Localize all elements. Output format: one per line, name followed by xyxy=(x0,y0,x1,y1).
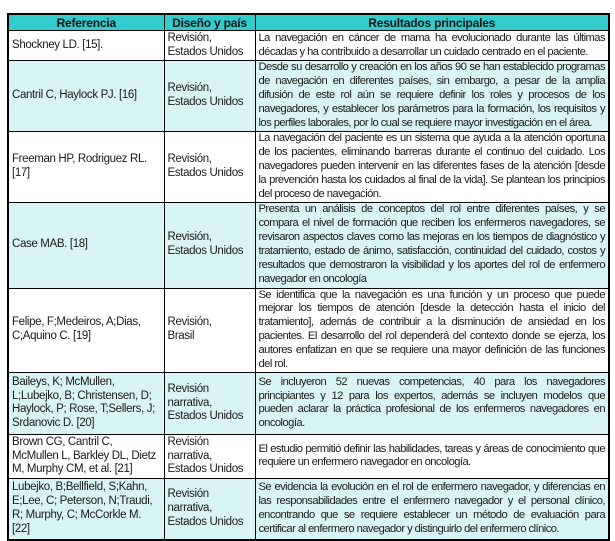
table-row xyxy=(8,434,609,478)
header-diseno-pais: Diseño y país xyxy=(164,14,255,31)
reference-text: Case MAB. [18] xyxy=(12,238,88,251)
cell-diseno-pais xyxy=(164,372,255,434)
cell-resultados: Presenta un análisis de conceptos del rol entre diferentes países, y se compara el nivel de formación que reciben los enfermeros navegadores, se revisaron aspectos claves como las mejoras en los tiempos de diagnóstico y tratamiento, estado de ánimo, satisfacción, continuidad del cuidado, costos y resultados que demostraron la visibilidad y los aportes del rol de enfermero navegador en oncología xyxy=(255,202,609,288)
cell-referencia xyxy=(8,434,164,478)
cell-diseno-pais xyxy=(164,132,255,203)
table-row xyxy=(8,31,609,61)
header-referencia: Referencia xyxy=(8,14,164,31)
cell-resultados: La navegación en cáncer de mama ha evolucionado durante las últimas décadas y ha contribuido a desarrollar un cuidado centrado en el paciente. xyxy=(255,31,609,61)
reference-text: Freeman HP, Rodriguez RL. [17] xyxy=(12,152,147,179)
cell-diseno-pais xyxy=(164,288,255,372)
reference-text: Felipe, F;Medeiros, A;Dias, C;Aquino C. [19] xyxy=(12,316,141,343)
cell-referencia xyxy=(8,478,164,540)
design-country-line: Revisión xyxy=(167,382,209,395)
table-row xyxy=(8,202,609,288)
reference-text: Cantril C, Haylock PJ. [16] xyxy=(12,89,137,102)
design-country-line: Revisión, xyxy=(167,231,212,244)
cell-diseno-pais xyxy=(164,61,255,132)
design-country-line: narrativa, xyxy=(167,396,212,409)
table-row xyxy=(8,132,609,203)
table-row xyxy=(8,288,609,372)
reference-text: Lubejko, B;Bellfield, S;Kahn, E;Lee, C; Peterson, N;Traudi, R; Murphy, C; McCorkle M. [22] xyxy=(12,481,153,536)
design-country-line: Estados Unidos xyxy=(167,96,244,108)
cell-resultados: Se incluyeron 52 nuevas competencias, 40 para los navegadores principiantes y 12 para los expertos, además se incluyen modelos que pueden aclarar la práctica profesional de los enfermeros navegadores en oncología. xyxy=(255,372,609,434)
design-country-line: Estados Unidos xyxy=(167,516,244,529)
cell-referencia xyxy=(8,31,164,61)
reference-text: Baileys, K; McMullen, L;Lubejko, B; Christensen, D; Haylock, P; Rose, T;Sellers, J; Srdanovic D. [20] xyxy=(12,375,155,430)
cell-resultados: Se evidencia la evolución en el rol de enfermero navegador, y diferencias en las responsabilidades entre el enfermero navegador y el personal clínico, encontrando que se requiere establecer un método de evaluación para certificar al enfermero navegador y distinguirlo del enfermero clínico. xyxy=(255,478,609,540)
design-country-line: Revisión, xyxy=(167,316,212,329)
design-country-line: Revisión xyxy=(167,435,209,448)
design-country-line: narrativa, xyxy=(167,502,212,515)
design-country-line: Estados Unidos xyxy=(167,410,244,423)
design-country-line: Estados Unidos xyxy=(167,166,244,179)
references-table xyxy=(7,13,610,541)
design-country-line: Revisión, xyxy=(167,31,212,44)
header-row xyxy=(8,14,609,31)
design-country-line: Revisión xyxy=(167,488,209,501)
cell-referencia xyxy=(8,288,164,372)
cell-referencia xyxy=(8,202,164,288)
design-country-line: Estados Unidos xyxy=(167,45,244,58)
design-country-line: Estados Unidos xyxy=(167,463,244,476)
cell-referencia xyxy=(8,61,164,132)
header-resultados: Resultados principales xyxy=(255,14,609,31)
cell-resultados: Se identifica que la navegación es una función y un proceso que puede mejorar los tiempos de atención [desde la detección hasta el inicio del tratamiento], además de contribuir a la disminución de ansiedad en los pacientes. El desarrollo del rol dependerá del contexto donde se ejerza, los autores enfatizan en que se requiere una mayor definición de las funciones del rol. xyxy=(255,288,609,372)
cell-diseno-pais xyxy=(164,31,255,61)
design-country-line: Brasil xyxy=(167,330,195,343)
design-country-line: Estados Unidos xyxy=(167,245,244,258)
cell-referencia xyxy=(8,372,164,434)
cell-resultados: La navegación del paciente es un sistema que ayuda a la atención oportuna de los pacientes, eliminando barreras durante el continuo del cuidado. Los navegadores pueden intervenir en las diferentes fases de la atención [desde la prevención hasta los cuidados al final de la vida]. Se plantean los principios del proceso de navegación. xyxy=(255,132,609,203)
design-country-line: narrativa, xyxy=(167,449,212,462)
cell-resultados: Desde su desarrollo y creación en los años 90 se han establecido programas de navegación en diferentes países, sin embargo, a pesar de la amplia difusión de este rol aún se requiere definir los roles y procesos de los navegadores, y establecer los parámetros para la formación, los requisitos y los perfiles laborales, por lo cual se requiere mayor investigación en el área. xyxy=(255,61,609,132)
cell-diseno-pais xyxy=(164,202,255,288)
design-country-line: Revisión, xyxy=(167,82,212,95)
table-row xyxy=(8,61,609,132)
reference-text: Shockney LD. [15]. xyxy=(12,38,103,51)
reference-text: Brown CG, Cantril C, McMullen L, Barkley DL, Dietz M, Murphy CM, et al. [21] xyxy=(12,435,156,476)
design-country-line: Revisión, xyxy=(167,152,212,165)
cell-referencia xyxy=(8,132,164,203)
table-row xyxy=(8,478,609,540)
cell-diseno-pais xyxy=(164,478,255,540)
cell-diseno-pais xyxy=(164,434,255,478)
table-row xyxy=(8,372,609,434)
cell-resultados: El estudio permitió definir las habilidades, tareas y áreas de conocimiento que requiere un enfermero navegador en oncología. xyxy=(255,434,609,478)
